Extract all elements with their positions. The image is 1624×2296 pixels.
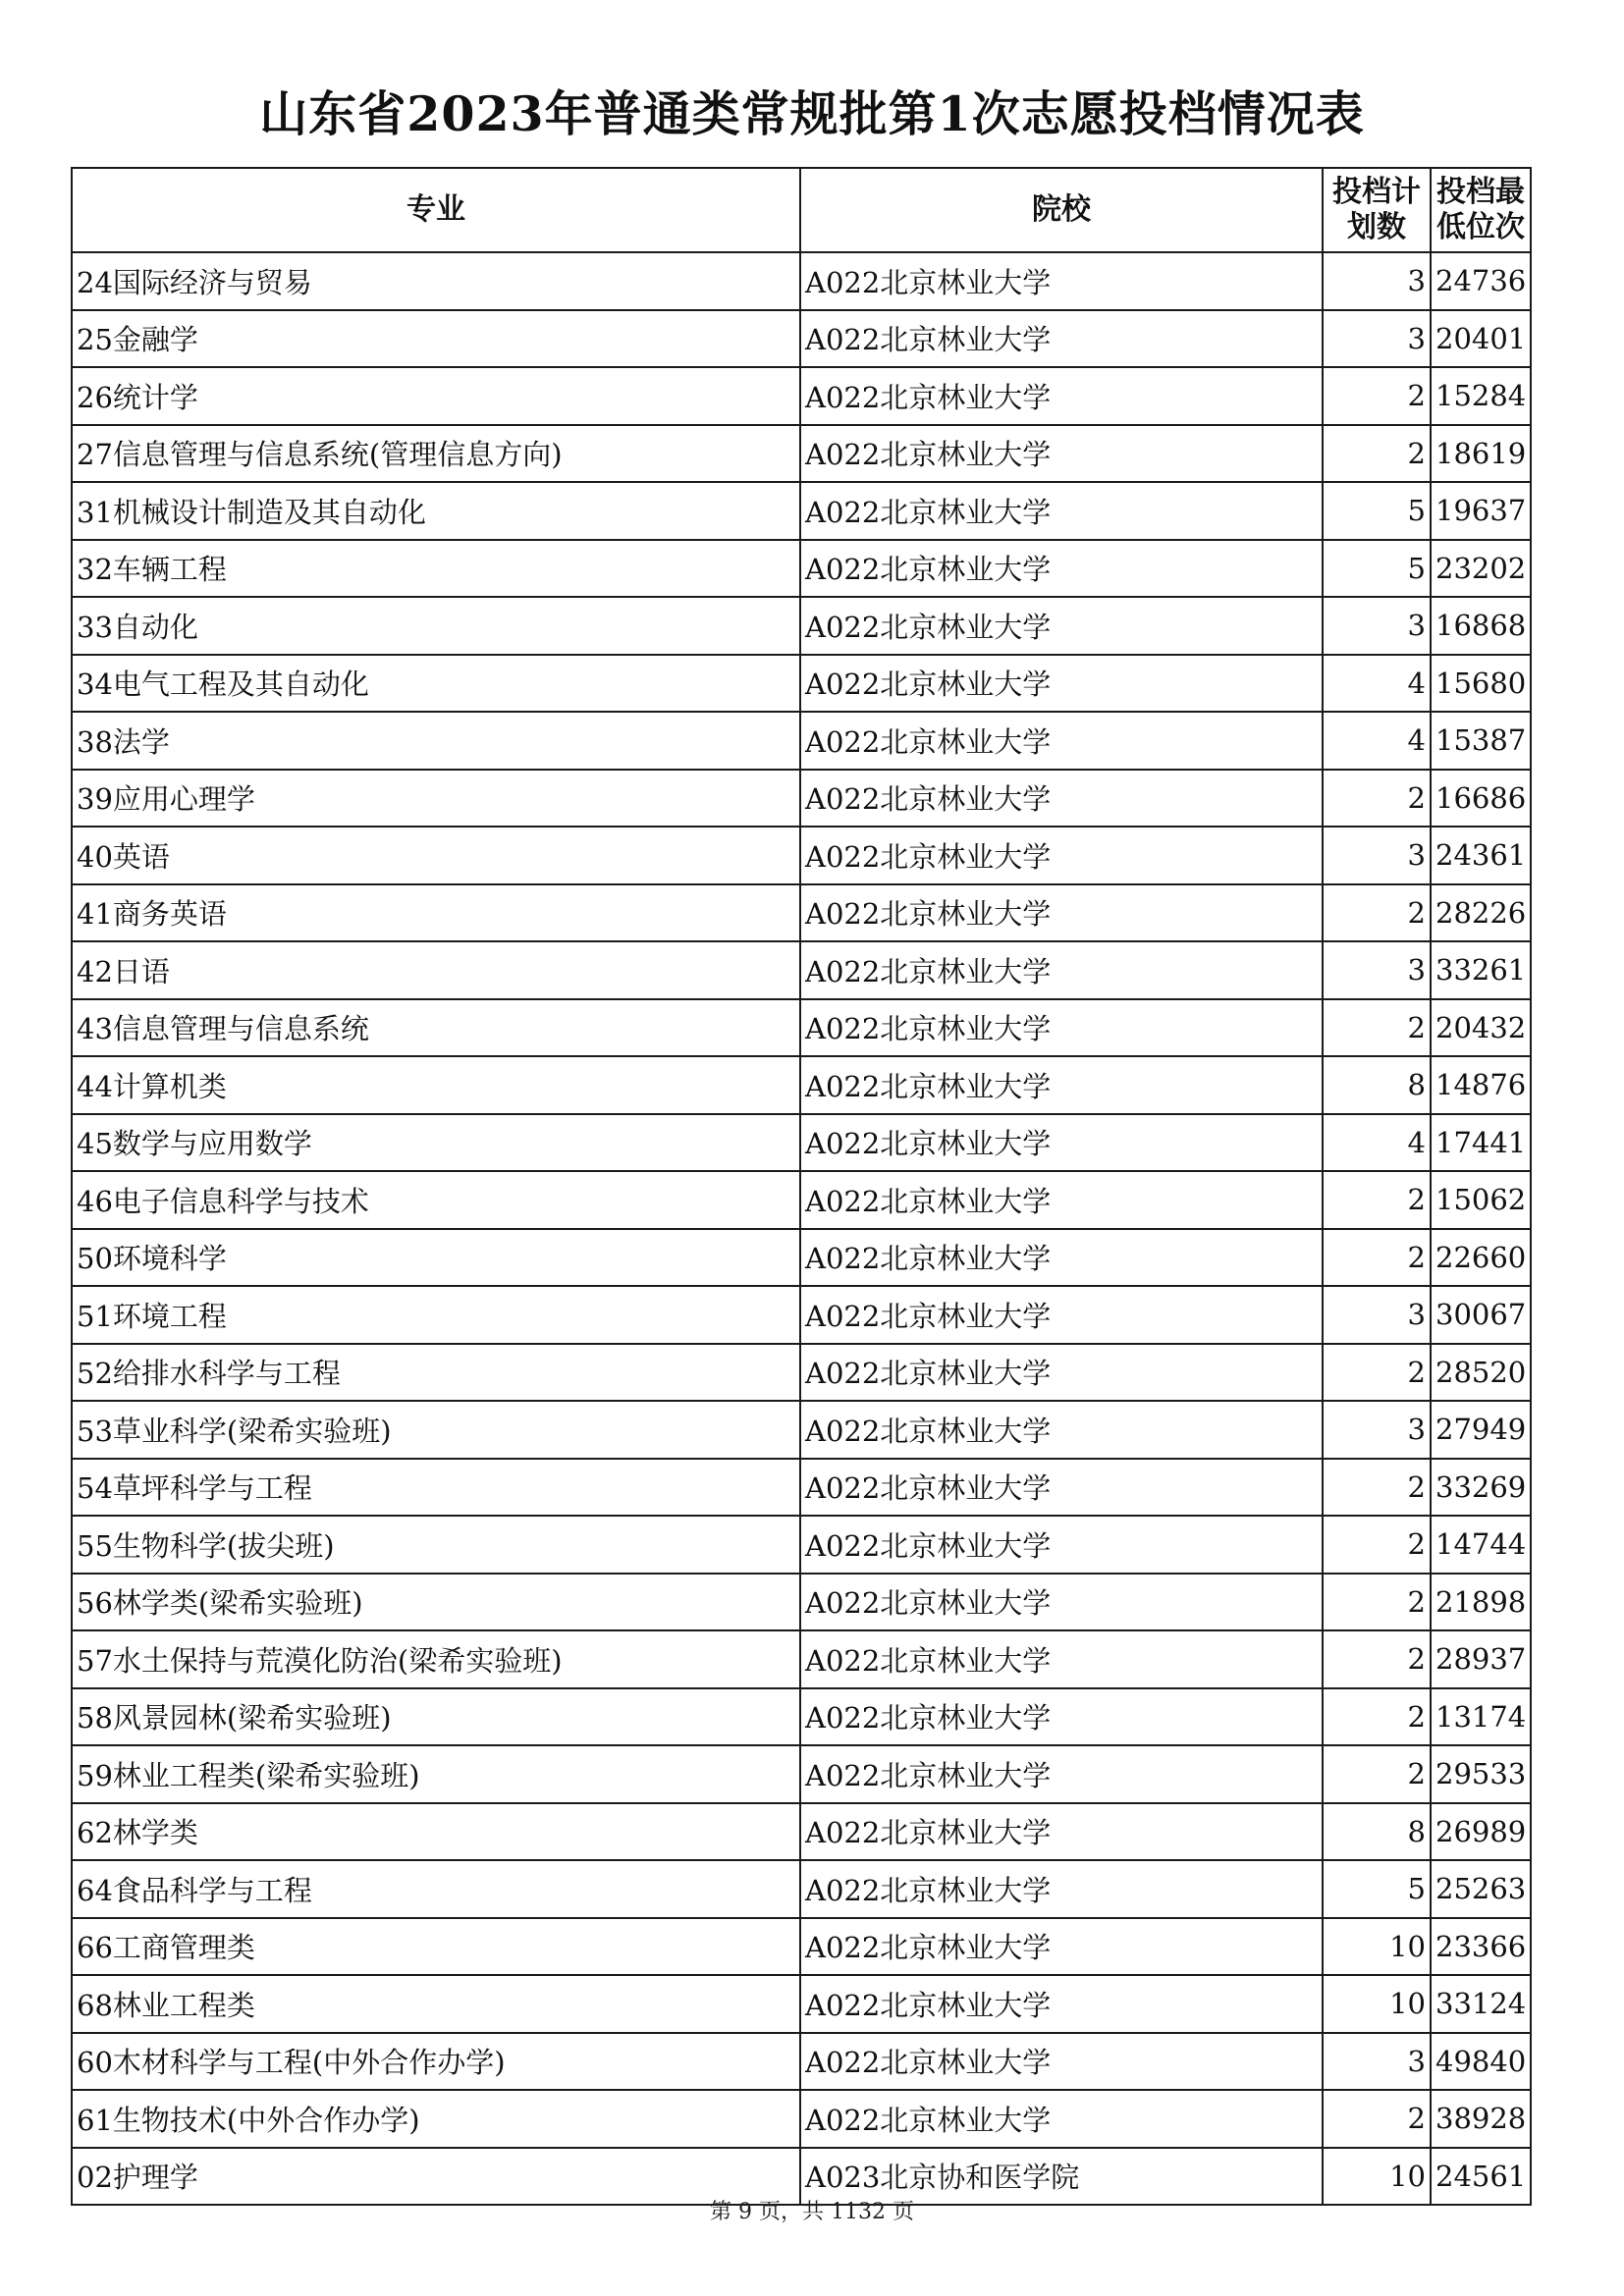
table-row <box>72 1171 1531 1229</box>
cell-major: 26统计学 <box>72 367 800 425</box>
cell-plan-count: 2 <box>1323 1229 1431 1287</box>
cell-major: 45数学与应用数学 <box>72 1114 800 1172</box>
cell-plan-count: 2 <box>1323 2090 1431 2148</box>
cell-major: 59林业工程类(梁希实验班) <box>72 1745 800 1803</box>
table-row <box>72 712 1531 770</box>
cell-plan-count: 4 <box>1323 1114 1431 1172</box>
cell-plan-count: 2 <box>1323 1171 1431 1229</box>
cell-school: A022北京林业大学 <box>800 1745 1323 1803</box>
cell-major: 56林学类(梁希实验班) <box>72 1574 800 1631</box>
cell-school: A022北京林业大学 <box>800 1344 1323 1402</box>
cell-school: A022北京林业大学 <box>800 540 1323 598</box>
header-plan-count <box>1323 168 1431 252</box>
cell-major: 46电子信息科学与技术 <box>72 1171 800 1229</box>
cell-plan-count: 2 <box>1323 1459 1431 1517</box>
cell-major: 02护理学 <box>72 2148 800 2206</box>
cell-major: 57水土保持与荒漠化防治(梁希实验班) <box>72 1630 800 1688</box>
table-row <box>72 1574 1531 1631</box>
cell-school: A022北京林业大学 <box>800 1459 1323 1517</box>
cell-min-rank: 18619 <box>1431 425 1531 483</box>
cell-min-rank: 15680 <box>1431 655 1531 713</box>
cell-min-rank: 22660 <box>1431 1229 1531 1287</box>
cell-plan-count: 10 <box>1323 1975 1431 2033</box>
admission-table <box>71 167 1532 2206</box>
cell-min-rank: 29533 <box>1431 1745 1531 1803</box>
cell-min-rank: 21898 <box>1431 1574 1531 1631</box>
cell-plan-count: 3 <box>1323 827 1431 884</box>
cell-min-rank: 28520 <box>1431 1344 1531 1402</box>
cell-major: 51环境工程 <box>72 1286 800 1344</box>
header-rank-line2: 低位次 <box>1436 210 1525 244</box>
table-row <box>72 1688 1531 1746</box>
cell-plan-count: 5 <box>1323 1860 1431 1918</box>
cell-plan-count: 3 <box>1323 252 1431 310</box>
cell-major: 43信息管理与信息系统 <box>72 999 800 1057</box>
cell-min-rank: 28937 <box>1431 1630 1531 1688</box>
cell-min-rank: 15062 <box>1431 1171 1531 1229</box>
cell-min-rank: 24736 <box>1431 252 1531 310</box>
cell-major: 38法学 <box>72 712 800 770</box>
cell-plan-count: 2 <box>1323 770 1431 828</box>
table-row <box>72 1803 1531 1861</box>
cell-school: A022北京林业大学 <box>800 655 1323 713</box>
cell-plan-count: 2 <box>1323 1688 1431 1746</box>
cell-major: 31机械设计制造及其自动化 <box>72 482 800 540</box>
cell-major: 27信息管理与信息系统(管理信息方向) <box>72 425 800 483</box>
cell-school: A023北京协和医学院 <box>800 2148 1323 2206</box>
cell-school: A022北京林业大学 <box>800 1114 1323 1172</box>
cell-plan-count: 2 <box>1323 999 1431 1057</box>
table-row <box>72 1459 1531 1517</box>
cell-school: A022北京林业大学 <box>800 1171 1323 1229</box>
cell-major: 33自动化 <box>72 597 800 655</box>
cell-min-rank: 38928 <box>1431 2090 1531 2148</box>
cell-major: 40英语 <box>72 827 800 884</box>
table-body <box>72 252 1531 2205</box>
header-major: 专业 <box>72 168 800 252</box>
cell-plan-count: 3 <box>1323 310 1431 368</box>
cell-plan-count: 4 <box>1323 712 1431 770</box>
cell-plan-count: 2 <box>1323 1745 1431 1803</box>
cell-min-rank: 27949 <box>1431 1401 1531 1459</box>
cell-plan-count: 3 <box>1323 597 1431 655</box>
cell-major: 34电气工程及其自动化 <box>72 655 800 713</box>
cell-major: 39应用心理学 <box>72 770 800 828</box>
header-plan-line1: 投档计 <box>1332 175 1421 209</box>
cell-min-rank: 20401 <box>1431 310 1531 368</box>
cell-school: A022北京林业大学 <box>800 482 1323 540</box>
cell-min-rank: 14744 <box>1431 1516 1531 1574</box>
cell-min-rank: 15387 <box>1431 712 1531 770</box>
cell-school: A022北京林业大学 <box>800 1975 1323 2033</box>
cell-major: 50环境科学 <box>72 1229 800 1287</box>
cell-school: A022北京林业大学 <box>800 1516 1323 1574</box>
table-row <box>72 1114 1531 1172</box>
cell-school: A022北京林业大学 <box>800 941 1323 999</box>
cell-plan-count: 3 <box>1323 941 1431 999</box>
table-row <box>72 482 1531 540</box>
cell-major: 58风景园林(梁希实验班) <box>72 1688 800 1746</box>
cell-school: A022北京林业大学 <box>800 884 1323 942</box>
cell-school: A022北京林业大学 <box>800 1574 1323 1631</box>
cell-school: A022北京林业大学 <box>800 1803 1323 1861</box>
cell-min-rank: 49840 <box>1431 2033 1531 2091</box>
cell-major: 52给排水科学与工程 <box>72 1344 800 1402</box>
cell-plan-count: 4 <box>1323 655 1431 713</box>
table-row <box>72 1056 1531 1114</box>
cell-major: 60木材科学与工程(中外合作办学) <box>72 2033 800 2091</box>
cell-min-rank: 33261 <box>1431 941 1531 999</box>
cell-major: 32车辆工程 <box>72 540 800 598</box>
cell-min-rank: 23202 <box>1431 540 1531 598</box>
table-row <box>72 540 1531 598</box>
table-row <box>72 1630 1531 1688</box>
header-rank-line1: 投档最 <box>1436 175 1525 209</box>
cell-min-rank: 15284 <box>1431 367 1531 425</box>
cell-min-rank: 16868 <box>1431 597 1531 655</box>
table-row <box>72 1229 1531 1287</box>
cell-school: A022北京林业大学 <box>800 310 1323 368</box>
cell-major: 66工商管理类 <box>72 1918 800 1976</box>
cell-min-rank: 26989 <box>1431 1803 1531 1861</box>
header-row <box>72 168 1531 252</box>
cell-major: 55生物科学(拔尖班) <box>72 1516 800 1574</box>
cell-plan-count: 5 <box>1323 482 1431 540</box>
cell-major: 42日语 <box>72 941 800 999</box>
table-row <box>72 1918 1531 1976</box>
cell-min-rank: 17441 <box>1431 1114 1531 1172</box>
cell-school: A022北京林业大学 <box>800 1688 1323 1746</box>
cell-major: 62林学类 <box>72 1803 800 1861</box>
cell-school: A022北京林业大学 <box>800 2033 1323 2091</box>
cell-major: 25金融学 <box>72 310 800 368</box>
cell-school: A022北京林业大学 <box>800 770 1323 828</box>
cell-major: 64食品科学与工程 <box>72 1860 800 1918</box>
cell-min-rank: 20432 <box>1431 999 1531 1057</box>
cell-plan-count: 2 <box>1323 1574 1431 1631</box>
cell-major: 44计算机类 <box>72 1056 800 1114</box>
cell-school: A022北京林业大学 <box>800 1229 1323 1287</box>
cell-min-rank: 23366 <box>1431 1918 1531 1976</box>
table-row <box>72 1516 1531 1574</box>
table-row <box>72 2033 1531 2091</box>
table-row <box>72 1401 1531 1459</box>
cell-min-rank: 14876 <box>1431 1056 1531 1114</box>
table-row <box>72 999 1531 1057</box>
cell-major: 54草坪科学与工程 <box>72 1459 800 1517</box>
table-row <box>72 2090 1531 2148</box>
page-footer: 第 9 页，共 1132 页 <box>710 2200 914 2224</box>
table-row <box>72 655 1531 713</box>
cell-min-rank: 19637 <box>1431 482 1531 540</box>
cell-school: A022北京林业大学 <box>800 1286 1323 1344</box>
table-row <box>72 884 1531 942</box>
cell-plan-count: 10 <box>1323 2148 1431 2206</box>
table-row <box>72 941 1531 999</box>
table-row <box>72 310 1531 368</box>
table-row <box>72 252 1531 310</box>
cell-school: A022北京林业大学 <box>800 2090 1323 2148</box>
cell-min-rank: 30067 <box>1431 1286 1531 1344</box>
cell-school: A022北京林业大学 <box>800 1401 1323 1459</box>
cell-min-rank: 28226 <box>1431 884 1531 942</box>
table-row <box>72 827 1531 884</box>
table-row <box>72 597 1531 655</box>
cell-plan-count: 2 <box>1323 884 1431 942</box>
cell-school: A022北京林业大学 <box>800 827 1323 884</box>
table-row <box>72 1975 1531 2033</box>
cell-plan-count: 3 <box>1323 1401 1431 1459</box>
cell-plan-count: 2 <box>1323 1516 1431 1574</box>
cell-school: A022北京林业大学 <box>800 999 1323 1057</box>
cell-plan-count: 10 <box>1323 1918 1431 1976</box>
table-row <box>72 425 1531 483</box>
cell-school: A022北京林业大学 <box>800 712 1323 770</box>
cell-school: A022北京林业大学 <box>800 425 1323 483</box>
table-row <box>72 770 1531 828</box>
cell-min-rank: 33124 <box>1431 1975 1531 2033</box>
cell-school: A022北京林业大学 <box>800 1056 1323 1114</box>
cell-min-rank: 24561 <box>1431 2148 1531 2206</box>
cell-school: A022北京林业大学 <box>800 252 1323 310</box>
cell-school: A022北京林业大学 <box>800 597 1323 655</box>
cell-major: 68林业工程类 <box>72 1975 800 2033</box>
header-min-rank <box>1431 168 1531 252</box>
cell-plan-count: 5 <box>1323 540 1431 598</box>
cell-plan-count: 2 <box>1323 367 1431 425</box>
cell-school: A022北京林业大学 <box>800 367 1323 425</box>
cell-major: 53草业科学(梁希实验班) <box>72 1401 800 1459</box>
cell-school: A022北京林业大学 <box>800 1860 1323 1918</box>
cell-min-rank: 16686 <box>1431 770 1531 828</box>
cell-min-rank: 24361 <box>1431 827 1531 884</box>
cell-plan-count: 2 <box>1323 1630 1431 1688</box>
table-header <box>72 168 1531 252</box>
table-row <box>72 1745 1531 1803</box>
cell-min-rank: 13174 <box>1431 1688 1531 1746</box>
cell-plan-count: 3 <box>1323 1286 1431 1344</box>
table-row <box>72 1344 1531 1402</box>
table-row <box>72 1860 1531 1918</box>
page-title: 山东省2023年普通类常规批第1次志愿投档情况表 <box>259 85 1365 142</box>
cell-min-rank: 33269 <box>1431 1459 1531 1517</box>
cell-major: 24国际经济与贸易 <box>72 252 800 310</box>
header-school: 院校 <box>800 168 1323 252</box>
cell-major: 61生物技术(中外合作办学) <box>72 2090 800 2148</box>
cell-plan-count: 2 <box>1323 425 1431 483</box>
header-plan-line2: 划数 <box>1347 210 1406 244</box>
cell-plan-count: 8 <box>1323 1056 1431 1114</box>
cell-school: A022北京林业大学 <box>800 1630 1323 1688</box>
cell-major: 41商务英语 <box>72 884 800 942</box>
cell-plan-count: 2 <box>1323 1344 1431 1402</box>
cell-min-rank: 25263 <box>1431 1860 1531 1918</box>
cell-school: A022北京林业大学 <box>800 1918 1323 1976</box>
cell-plan-count: 8 <box>1323 1803 1431 1861</box>
cell-plan-count: 3 <box>1323 2033 1431 2091</box>
table-row <box>72 1286 1531 1344</box>
table-row <box>72 367 1531 425</box>
